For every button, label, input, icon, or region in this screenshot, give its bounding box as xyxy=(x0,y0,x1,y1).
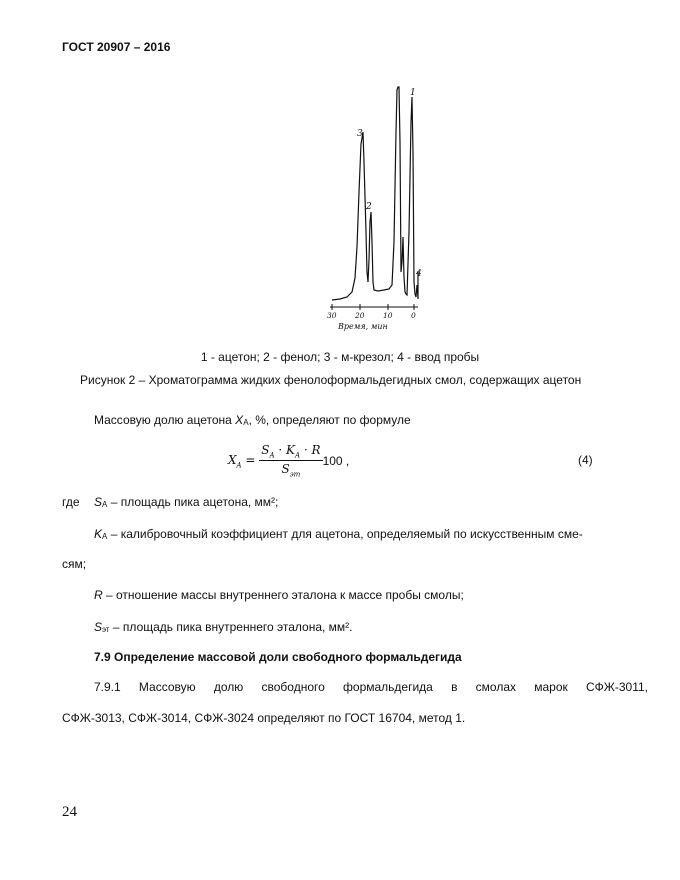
tick-label-0: 0 xyxy=(411,311,416,320)
figure-caption: Рисунок 2 – Хроматограмма жидких фенолоформальдегидных смол, содержащих ацетон xyxy=(80,373,582,387)
formula-intro: Массовую долю ацетона XА, %, определяют по формуле xyxy=(94,413,411,427)
where-label: где xyxy=(62,495,80,509)
tick-label-10: 10 xyxy=(383,311,393,320)
formula-numerator: $S_A \cdot K_A \cdot R$ xyxy=(261,443,321,460)
axis-title: Время, мин xyxy=(338,322,388,331)
paragraph-line-2: СФЖ-3013, СФЖ-3014, СФЖ-3024 определяют по ГОСТ 16704, метод 1. xyxy=(62,711,466,725)
chromatogram-plot xyxy=(318,82,430,334)
definition-sa: SА – площадь пика ацетона, мм²; xyxy=(94,495,279,509)
section-heading: 7.9 Определение массовой доли свободного формальдегида xyxy=(94,650,462,664)
tick-label-20: 20 xyxy=(355,311,365,320)
formula-tail: 100 , xyxy=(322,453,350,468)
peak-label-3: 3 xyxy=(357,129,363,139)
page-number: 24 xyxy=(62,804,77,820)
formula-lhs: $X_A$ = xyxy=(228,452,260,470)
formula-4 xyxy=(228,443,349,479)
chromatogram-trace xyxy=(332,87,418,300)
definition-ka: KА – калибровочный коэффициент для ацетона, определяемый по искусственным сме- xyxy=(94,527,583,541)
definition-r: R – отношение массы внутреннего эталона к массе пробы смолы; xyxy=(94,588,464,602)
figure-legend: 1 - ацетон; 2 - фенол; 3 - м-крезол; 4 - ввод пробы xyxy=(200,350,480,364)
formula-fraction xyxy=(259,443,322,479)
document-header: ГОСТ 20907 – 2016 xyxy=(62,40,171,54)
peak-label-1: 1 xyxy=(410,88,416,98)
chromatogram-figure xyxy=(318,82,430,334)
formula-denominator: $S_{эт}$ xyxy=(281,462,301,479)
peak-label-4: 4 xyxy=(416,269,422,279)
definition-set: Sэт – площадь пика внутреннего эталона, мм². xyxy=(94,620,353,634)
paragraph-line-1: 7.9.1 Массовую долю свободного формальдегида в смолах марок СФЖ-3011, xyxy=(94,680,648,694)
peak-label-2: 2 xyxy=(366,202,372,212)
tick-label-30: 30 xyxy=(327,311,337,320)
equation-number: (4) xyxy=(578,453,593,467)
definition-ka-continuation: сям; xyxy=(62,557,87,571)
